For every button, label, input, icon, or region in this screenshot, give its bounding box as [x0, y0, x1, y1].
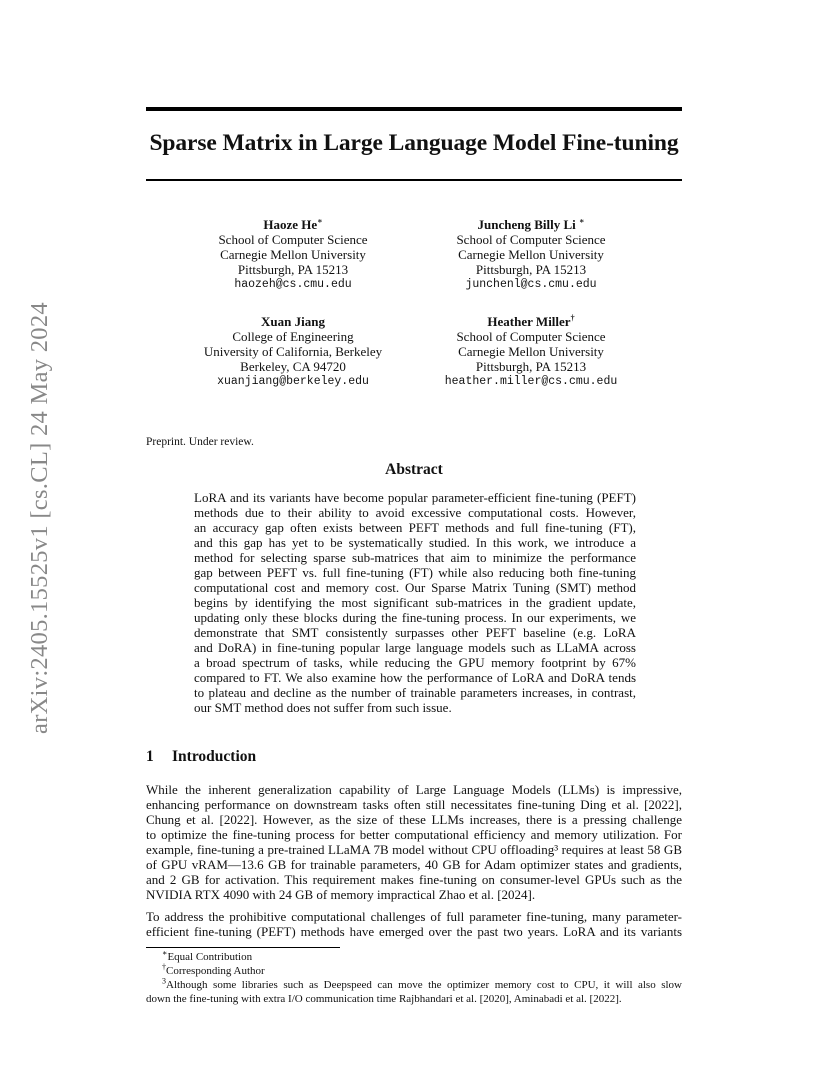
abstract-line: LoRA and its variants have become popular parameter-efficient fine-tuning (PEFT) [194, 490, 636, 505]
section-heading-introduction [146, 748, 256, 766]
paragraph-line: While the inherent generalization capability of Large Language Models (LLMs) is impressive, [146, 782, 682, 797]
section-title: Introduction [172, 748, 257, 765]
abstract-line: begins by identifying the most significant sub-matrices in the gradient update, [194, 595, 636, 610]
abstract-line: demonstrate that SMT consistently surpasses other PEFT baseline (e.g. LoRA [194, 625, 636, 640]
footnote-text: Although some libraries such as Deepspeed can move the optimizer memory cost to CPU, it will also slow [166, 979, 682, 991]
footnote-mark: ∗ [162, 948, 168, 958]
author-name: Heather Miller [487, 314, 571, 329]
author-affiliation: School of Computer Science [218, 232, 368, 247]
author-email: heather.miller@cs.cmu.edu [444, 375, 618, 388]
author-block-3 [173, 314, 413, 389]
paragraph-line: and 2 GB for activation. This requirement makes fine-tuning on consumer-level GPUs such as the [146, 872, 682, 887]
intro-paragraph-2 [146, 909, 682, 939]
abstract-heading: Abstract [385, 461, 443, 478]
author-address: Berkeley, CA 94720 [240, 359, 346, 374]
preprint-note: Preprint. Under review. [146, 436, 254, 448]
paragraph-line: to optimize the fine-tuning process for better computational efficiency and memory utilization. For [146, 827, 682, 842]
abstract-line: methods due to their ability to avoid excessive computational costs. However, [194, 505, 636, 520]
intro-paragraph-1 [146, 782, 682, 902]
abstract-line: a broad spectrum of tasks, while reducing the GPU memory footprint by 67% [194, 655, 636, 670]
author-name: Haoze He [263, 217, 318, 232]
paper-title: Sparse Matrix in Large Language Model Fine-tuning [149, 130, 679, 156]
author-affiliation: College of Engineering [232, 329, 354, 344]
footnote-mark: 3 [162, 976, 166, 986]
abstract-line: updating only these blocks during the fine-tuning process. In our experiments, we [194, 610, 636, 625]
abstract-line: and this gap has yet to be systematically studied. In this work, we introduce a [194, 535, 636, 550]
author-affiliation: Carnegie Mellon University [458, 247, 604, 262]
footnote-text: Corresponding Author [166, 965, 265, 977]
footnote-3-line-2: down the fine-tuning with extra I/O communication time Rajbhandari et al. [2020], Aminabadi et al. [2022]. [146, 993, 622, 1005]
paragraph-line: example, fine-tuning a pre-trained LLaMA 7B model without CPU offloading³ requires at least 58 GB [146, 842, 682, 857]
author-address: Pittsburgh, PA 15213 [475, 359, 587, 374]
footnotes [146, 950, 682, 1006]
author-email: haozeh@cs.cmu.edu [234, 278, 352, 291]
footnote-3-line-1 [146, 978, 682, 992]
abstract-line: to plateau and decline as the number of trainable parameters increases, in contrast, [194, 685, 636, 700]
author-affiliation: University of California, Berkeley [203, 344, 383, 359]
author-block-2 [411, 217, 651, 292]
abstract-body [194, 490, 636, 715]
abstract-line: computational cost and memory cost. Our Sparse Matrix Tuning (SMT) method [194, 580, 636, 595]
author-name: Xuan Jiang [261, 314, 325, 329]
author-mark: † [570, 313, 575, 323]
paragraph-line: of GPU vRAM—13.6 GB for trainable parameters, 40 GB for Adam optimizer states and gradients, [146, 857, 682, 872]
footnote-text: Equal Contribution [167, 951, 253, 963]
paragraph-line: To address the prohibitive computational challenges of full parameter fine-tuning, many parameter- [146, 909, 682, 924]
abstract-line: gap between PEFT vs. full fine-tuning (FT) while also reducing both fine-tuning [194, 565, 636, 580]
author-address: Pittsburgh, PA 15213 [475, 262, 587, 277]
paragraph-line: NVIDIA RTX 4090 with 24 GB of memory impractical Zhao et al. [2024]. [146, 887, 536, 902]
footnote-rule [146, 947, 340, 948]
footnote-corresponding-author [146, 964, 682, 978]
author-affiliation: Carnegie Mellon University [220, 247, 366, 262]
abstract-line: compared to FT. We also examine how the performance of LoRA and DoRA tends [194, 670, 636, 685]
author-email: xuanjiang@berkeley.edu [217, 375, 369, 388]
author-affiliation: School of Computer Science [456, 329, 606, 344]
title-rule-bottom [146, 179, 682, 181]
arxiv-identifier: arXiv:2405.15525v1 [cs.CL] 24 May 2024 [26, 302, 53, 734]
paragraph-line: enhancing performance on downstream tasks often still necessitates fine-tuning Ding et al. [2022], [146, 797, 682, 812]
author-mark: ∗ [317, 216, 323, 226]
author-block-1 [173, 217, 413, 292]
title-rule-top [146, 107, 682, 111]
author-affiliation: Carnegie Mellon University [458, 344, 604, 359]
paragraph-line: efficient fine-tuning (PEFT) methods have emerged over the past two years. LoRA and its variants [146, 924, 682, 939]
section-number: 1 [146, 748, 154, 765]
abstract-line: our SMT method does not suffer from such issue. [194, 700, 452, 715]
author-affiliation: School of Computer Science [456, 232, 606, 247]
abstract-line: and DoRA) in fine-tuning popular large language models such as LLaMA across [194, 640, 636, 655]
author-name: Juncheng Billy Li [477, 217, 576, 232]
paragraph-line: Chung et al. [2022]. However, as the size of these LLMs increases, there is a pressing challenge [146, 812, 682, 827]
author-mark: ∗ [578, 216, 585, 226]
abstract-line: method for selecting sparse sub-matrices that aim to minimize the performance [194, 550, 636, 565]
author-address: Pittsburgh, PA 15213 [237, 262, 349, 277]
footnote-mark: † [162, 962, 166, 972]
footnote-equal-contribution [146, 950, 682, 964]
author-email: junchenl@cs.cmu.edu [465, 278, 597, 291]
abstract-line: an accuracy gap often exists between PEFT methods and full fine-tuning (FT), [194, 520, 636, 535]
author-block-4 [411, 314, 651, 389]
